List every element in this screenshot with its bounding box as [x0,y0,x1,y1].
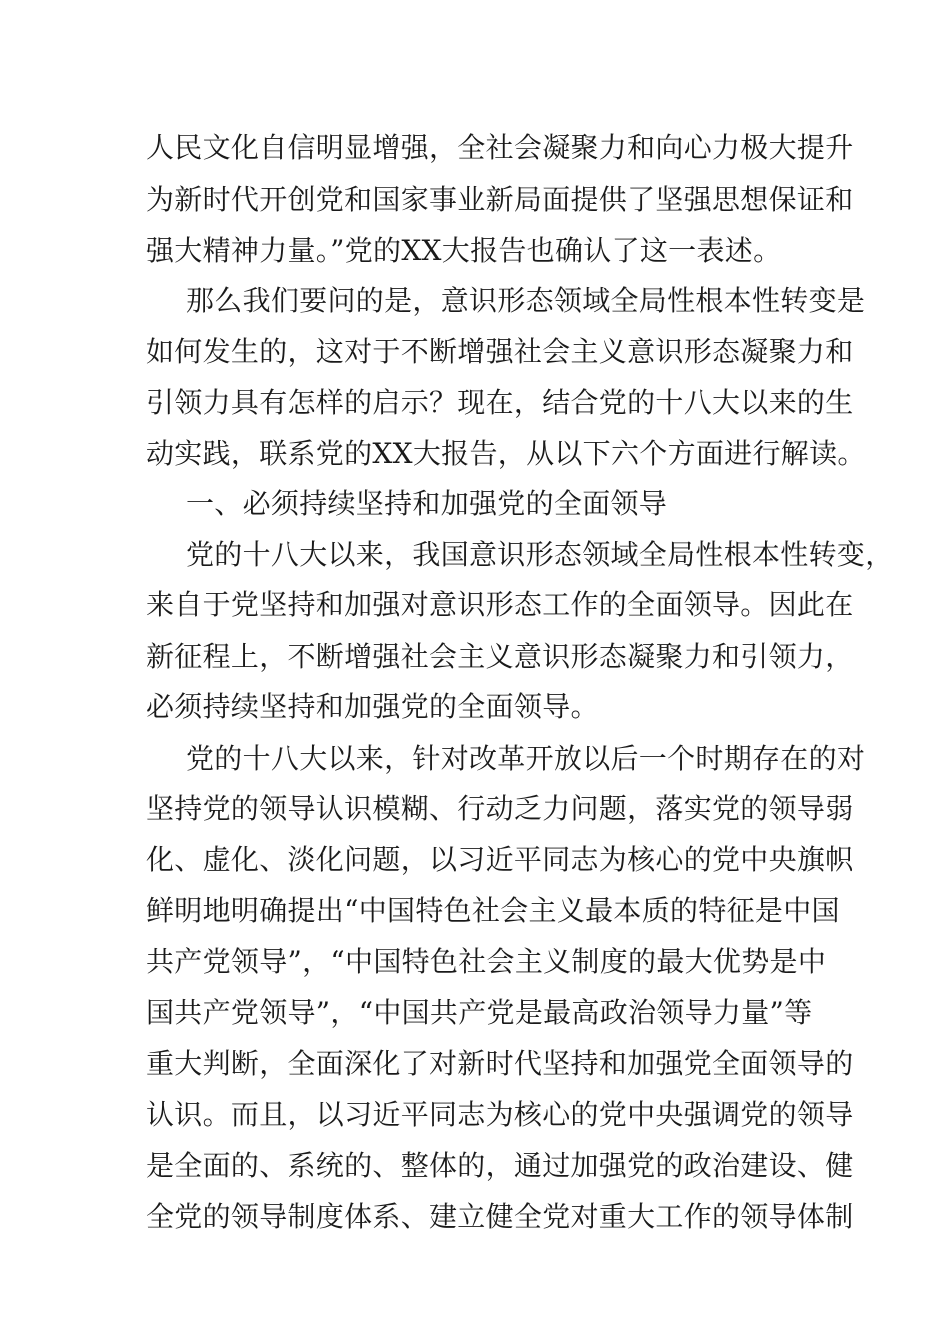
text-line: 共产党领导”，“中国特色社会主义制度的最大优势是中 [146,945,827,978]
paragraph-start-line: 党的十八大以来，我国意识形态领域全局性根本性转变， [186,538,894,571]
text-line: 引领力具有怎样的启示？现在，结合党的十八大以来的生 [146,386,854,419]
text-line: 国共产党领导”，“中国共产党是最高政治领导力量”等 [146,996,813,1029]
paragraph-start-line: 那么我们要问的是，意识形态领域全局性根本性转变是 [186,284,866,317]
text-line: 为新时代开创党和国家事业新局面提供了坚强思想保证和 [146,183,854,216]
text-line: 是全面的、系统的、整体的，通过加强党的政治建设、健 [146,1149,854,1182]
text-line: 必须持续坚持和加强党的全面领导。 [146,690,599,723]
text-line: 全党的领导制度体系、建立健全党对重大工作的领导体制 [146,1200,854,1233]
text-line: 鲜明地明确提出“中国特色社会主义最本质的特征是中国 [146,894,840,927]
text-line: 认识。而且，以习近平同志为核心的党中央强调党的领导 [146,1098,854,1131]
text-line: 动实践，联系党的XX大报告，从以下六个方面进行解读。 [146,437,866,470]
text-line: 重大判断，全面深化了对新时代坚持和加强党全面领导的 [146,1047,854,1080]
text-line: 强大精神力量。”党的XX大报告也确认了这一表述。 [146,234,782,267]
text-line: 如何发生的，这对于不断增强社会主义意识形态凝聚力和 [146,335,854,368]
paragraph-start-line: 党的十八大以来，针对改革开放以后一个时期存在的对 [186,742,866,775]
section-heading: 一、必须持续坚持和加强党的全面领导 [186,487,668,520]
text-line: 人民文化自信明显增强，全社会凝聚力和向心力极大提升 [146,131,854,164]
text-line: 化、虚化、淡化问题，以习近平同志为核心的党中央旗帜 [146,843,854,876]
text-line: 坚持党的领导认识模糊、行动乏力问题，落实党的领导弱 [146,792,854,825]
text-line: 新征程上，不断增强社会主义意识形态凝聚力和引领力， [146,640,854,673]
text-line: 来自于党坚持和加强对意识形态工作的全面领导。因此在 [146,588,854,621]
